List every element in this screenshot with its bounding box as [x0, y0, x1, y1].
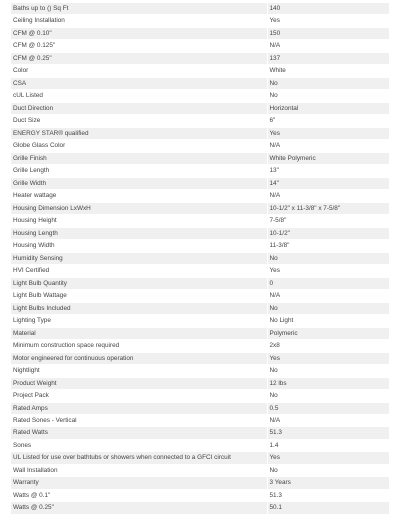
spec-row: [11, 290, 389, 302]
spec-label: Globe Glass Color: [11, 140, 267, 152]
spec-value: 150: [267, 27, 389, 39]
spec-label: Color: [11, 65, 267, 77]
spec-value: 7-5/8": [267, 215, 389, 227]
spec-label: Grille Width: [11, 177, 267, 189]
spec-value: 13": [267, 165, 389, 177]
spec-row: [11, 115, 389, 127]
spec-row: [11, 177, 389, 189]
spec-row: [11, 452, 389, 464]
spec-label: Rated Watts: [11, 427, 267, 439]
spec-label: Ceiling Installation: [11, 15, 267, 27]
spec-label: Sones: [11, 439, 267, 451]
spec-row: [11, 202, 389, 214]
spec-row: [11, 414, 389, 426]
spec-value: 14": [267, 177, 389, 189]
spec-row: [11, 365, 389, 377]
spec-label: CSA: [11, 77, 267, 89]
spec-label: Housing Dimension LxWxH: [11, 202, 267, 214]
spec-row: [11, 252, 389, 264]
spec-value: No: [267, 365, 389, 377]
spec-label: Rated Sones - Vertical: [11, 414, 267, 426]
spec-label: Lighting Type: [11, 315, 267, 327]
spec-label: Nightlight: [11, 365, 267, 377]
spec-value: No: [267, 90, 389, 102]
spec-value: Yes: [267, 265, 389, 277]
spec-label: Minimum construction space required: [11, 340, 267, 352]
spec-value: 11-3/8": [267, 240, 389, 252]
spec-value: 51.3: [267, 427, 389, 439]
spec-label: Light Bulbs Included: [11, 302, 267, 314]
spec-label: Baths up to () Sq Ft: [11, 3, 267, 15]
spec-row: [11, 215, 389, 227]
spec-value: N/A: [267, 140, 389, 152]
spec-row: [11, 489, 389, 501]
spec-row: [11, 427, 389, 439]
spec-value: Horizontal: [267, 102, 389, 114]
spec-label: Housing Height: [11, 215, 267, 227]
spec-value: Yes: [267, 452, 389, 464]
spec-value: 10-1/2" x 11-3/8" x 7-5/8": [267, 202, 389, 214]
spec-label: Project Pack: [11, 390, 267, 402]
spec-value: 12 lbs: [267, 377, 389, 389]
spec-label: Heater wattage: [11, 190, 267, 202]
spec-label: UL Listed for use over bathtubs or showers when connected to a GFCI circuit: [11, 452, 267, 464]
spec-value: No: [267, 302, 389, 314]
spec-value: Yes: [267, 352, 389, 364]
spec-value: N/A: [267, 414, 389, 426]
spec-row: [11, 15, 389, 27]
spec-row: [11, 240, 389, 252]
spec-row: [11, 3, 389, 15]
spec-row: [11, 477, 389, 489]
spec-value: Polymeric: [267, 327, 389, 339]
spec-row: [11, 152, 389, 164]
spec-label: Product Weight: [11, 377, 267, 389]
spec-value: N/A: [267, 40, 389, 52]
spec-label: Watts @ 0.25": [11, 502, 267, 514]
spec-value: No Light: [267, 315, 389, 327]
spec-label: Grille Length: [11, 165, 267, 177]
spec-label: Humidity Sensing: [11, 252, 267, 264]
spec-label: Watts @ 0.1": [11, 489, 267, 501]
spec-row: [11, 90, 389, 102]
spec-value: 0.5: [267, 402, 389, 414]
spec-label: Housing Width: [11, 240, 267, 252]
spec-row: [11, 315, 389, 327]
spec-row: [11, 377, 389, 389]
spec-label: Material: [11, 327, 267, 339]
spec-label: HVI Certified: [11, 265, 267, 277]
spec-row: [11, 340, 389, 352]
spec-label: Housing Length: [11, 227, 267, 239]
spec-table: [11, 2, 389, 514]
spec-row: [11, 227, 389, 239]
spec-value: 137: [267, 52, 389, 64]
spec-label: Warranty: [11, 477, 267, 489]
spec-value: 50.1: [267, 502, 389, 514]
spec-row: [11, 502, 389, 514]
spec-label: CFM @ 0.25": [11, 52, 267, 64]
spec-value: 140: [267, 3, 389, 15]
spec-label: Grille Finish: [11, 152, 267, 164]
spec-value: 3 Years: [267, 477, 389, 489]
spec-row: [11, 265, 389, 277]
spec-row: [11, 40, 389, 52]
spec-label: Duct Direction: [11, 102, 267, 114]
spec-value: N/A: [267, 290, 389, 302]
spec-row: [11, 390, 389, 402]
spec-row: [11, 77, 389, 89]
spec-row: [11, 65, 389, 77]
spec-value: No: [267, 252, 389, 264]
spec-row: [11, 165, 389, 177]
spec-row: [11, 127, 389, 139]
spec-label: CFM @ 0.125": [11, 40, 267, 52]
spec-row: [11, 52, 389, 64]
spec-value: 51.3: [267, 489, 389, 501]
spec-row: [11, 102, 389, 114]
spec-row: [11, 464, 389, 476]
spec-row: [11, 302, 389, 314]
spec-value: 0: [267, 277, 389, 289]
spec-row: [11, 327, 389, 339]
spec-value: White Polymeric: [267, 152, 389, 164]
spec-row: [11, 140, 389, 152]
spec-value: No: [267, 77, 389, 89]
spec-label: cUL Listed: [11, 90, 267, 102]
spec-label: Light Bulb Quantity: [11, 277, 267, 289]
spec-value: Yes: [267, 15, 389, 27]
spec-row: [11, 277, 389, 289]
spec-label: CFM @ 0.10": [11, 27, 267, 39]
spec-value: 1.4: [267, 439, 389, 451]
spec-row: [11, 352, 389, 364]
spec-label: Wall Installation: [11, 464, 267, 476]
spec-value: No: [267, 390, 389, 402]
spec-row: [11, 27, 389, 39]
spec-row: [11, 402, 389, 414]
spec-value: N/A: [267, 190, 389, 202]
spec-row: [11, 190, 389, 202]
spec-value: No: [267, 464, 389, 476]
spec-value: 2x8: [267, 340, 389, 352]
spec-label: Light Bulb Wattage: [11, 290, 267, 302]
spec-label: Duct Size: [11, 115, 267, 127]
spec-row: [11, 439, 389, 451]
spec-label: Rated Amps: [11, 402, 267, 414]
spec-value: 6": [267, 115, 389, 127]
spec-value: Yes: [267, 127, 389, 139]
spec-label: ENERGY STAR® qualified: [11, 127, 267, 139]
spec-value: 10-1/2": [267, 227, 389, 239]
spec-label: Motor engineered for continuous operation: [11, 352, 267, 364]
spec-value: White: [267, 65, 389, 77]
spec-table-body: [11, 3, 389, 514]
